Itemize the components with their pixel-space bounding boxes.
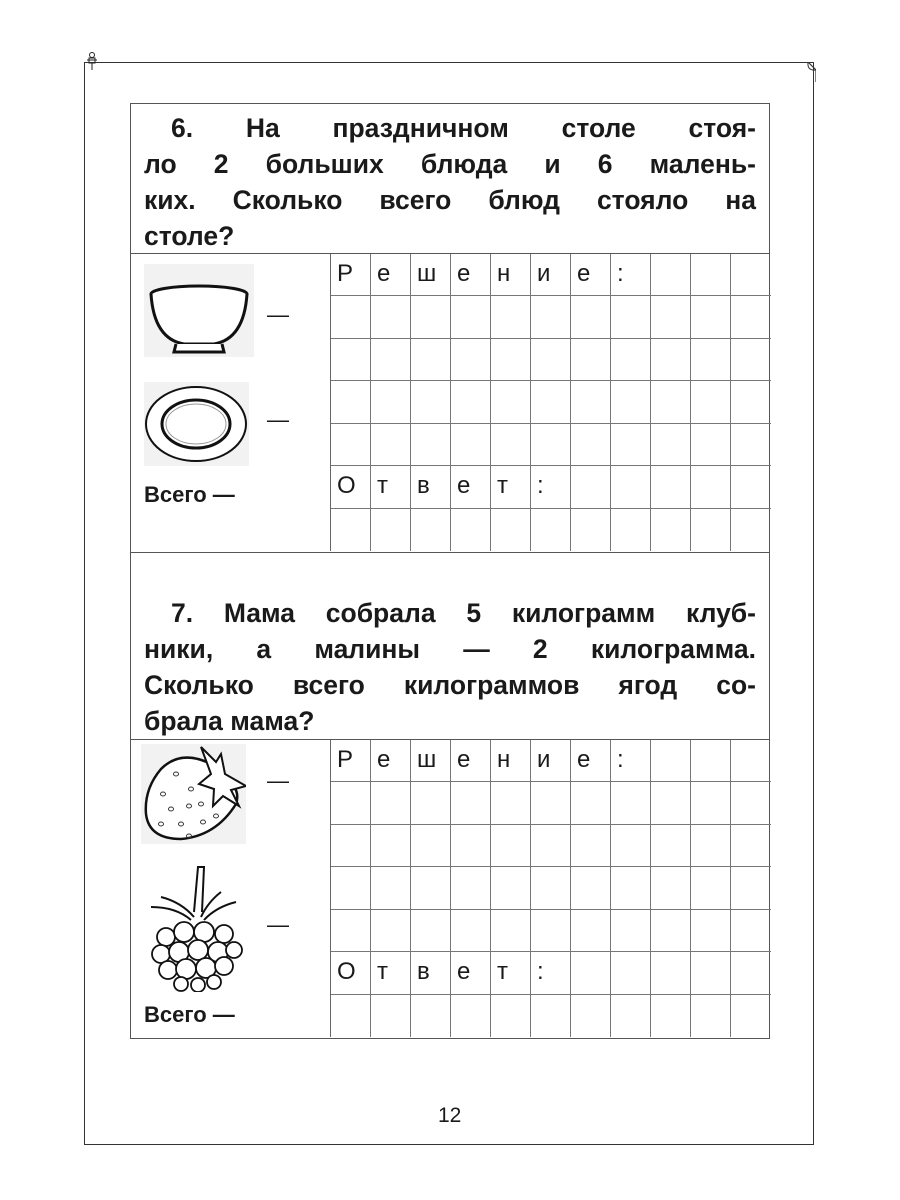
grid-cell[interactable]: е	[371, 254, 411, 296]
grid-cell[interactable]	[651, 466, 691, 508]
folded-corner-icon	[796, 62, 816, 82]
strawberry-icon	[141, 744, 246, 844]
grid-cell[interactable]	[531, 995, 571, 1037]
grid-cell[interactable]: в	[411, 466, 451, 508]
grid-cell[interactable]	[731, 782, 771, 824]
grid-cell[interactable]	[731, 995, 771, 1037]
grid-cell[interactable]	[411, 339, 451, 381]
dash: —	[267, 407, 289, 432]
grid-cell[interactable]	[731, 825, 771, 867]
grid-cell[interactable]	[611, 952, 651, 994]
grid-cell[interactable]	[611, 825, 651, 867]
grid-cell[interactable]	[571, 424, 611, 466]
dash: —	[267, 912, 289, 937]
grid-cell[interactable]	[491, 782, 531, 824]
dash: —	[267, 768, 289, 793]
grid-cell[interactable]	[331, 867, 371, 909]
grid-cell[interactable]	[331, 509, 371, 551]
grid-cell[interactable]	[731, 339, 771, 381]
grid-cell[interactable]	[491, 995, 531, 1037]
grid-cell[interactable]	[691, 254, 731, 296]
grid-cell[interactable]	[731, 296, 771, 338]
grid-cell[interactable]: ш	[411, 254, 451, 296]
grid-cell[interactable]	[651, 995, 691, 1037]
grid-cell[interactable]: :	[611, 740, 651, 782]
grid-cell[interactable]	[611, 509, 651, 551]
plate-icon	[144, 382, 249, 466]
grid-cell[interactable]	[371, 424, 411, 466]
grid-cell[interactable]: е	[451, 466, 491, 508]
grid-cell[interactable]	[571, 466, 611, 508]
grid-cell[interactable]: О	[331, 466, 371, 508]
grid-cell[interactable]	[691, 740, 731, 782]
grid-cell[interactable]	[451, 995, 491, 1037]
grid-cell[interactable]	[491, 509, 531, 551]
grid-cell[interactable]	[691, 509, 731, 551]
problem-line: 7. Мама собрала 5 килограмм клуб-	[171, 598, 756, 628]
grid-cell[interactable]	[611, 339, 651, 381]
grid-cell[interactable]	[731, 424, 771, 466]
grid-cell[interactable]	[371, 910, 411, 952]
total-label: Всего —	[144, 482, 235, 507]
grid-cell[interactable]	[331, 424, 371, 466]
grid-cell[interactable]	[531, 867, 571, 909]
problem-text	[144, 595, 756, 739]
grid-cell[interactable]	[371, 825, 411, 867]
problem-text	[144, 110, 756, 254]
grid-cell[interactable]: О	[331, 952, 371, 994]
grid-cell[interactable]	[451, 424, 491, 466]
grid-cell[interactable]: н	[491, 740, 531, 782]
grid-cell[interactable]	[691, 825, 731, 867]
grid-cell[interactable]	[531, 296, 571, 338]
grid-cell[interactable]: н	[491, 254, 531, 296]
grid-cell[interactable]: и	[531, 740, 571, 782]
grid-cell[interactable]	[611, 381, 651, 423]
grid-cell[interactable]	[451, 381, 491, 423]
grid-cell[interactable]	[651, 254, 691, 296]
problem-6	[130, 103, 770, 553]
grid-cell[interactable]: ш	[411, 740, 451, 782]
solution-grid	[330, 740, 771, 1037]
grid-cell[interactable]	[651, 867, 691, 909]
grid-cell[interactable]: Р	[331, 740, 371, 782]
grid-cell[interactable]	[571, 509, 611, 551]
grid-cell[interactable]	[411, 910, 451, 952]
grid-cell[interactable]	[611, 995, 651, 1037]
grid-cell[interactable]	[691, 782, 731, 824]
problem-line: ких. Сколько всего блюд стояло на	[144, 185, 756, 215]
grid-cell[interactable]	[331, 381, 371, 423]
grid-cell[interactable]	[451, 867, 491, 909]
grid-cell[interactable]	[451, 825, 491, 867]
grid-cell[interactable]	[691, 339, 731, 381]
grid-cell[interactable]	[371, 782, 411, 824]
grid-cell[interactable]	[651, 952, 691, 994]
grid-cell[interactable]	[611, 782, 651, 824]
grid-cell[interactable]	[371, 995, 411, 1037]
grid-cell[interactable]: :	[611, 254, 651, 296]
work-area	[131, 253, 769, 552]
grid-cell[interactable]	[411, 782, 451, 824]
grid-cell[interactable]	[371, 381, 411, 423]
problem-line: ники, а малины — 2 килограмма.	[144, 634, 756, 664]
grid-cell[interactable]	[571, 339, 611, 381]
grid-cell[interactable]	[411, 825, 451, 867]
grid-cell[interactable]	[651, 381, 691, 423]
grid-cell[interactable]	[731, 867, 771, 909]
grid-cell[interactable]: е	[371, 740, 411, 782]
dash: —	[267, 302, 289, 327]
grid-cell[interactable]	[691, 381, 731, 423]
grid-cell[interactable]	[371, 867, 411, 909]
grid-cell[interactable]	[571, 782, 611, 824]
grid-cell[interactable]	[651, 339, 691, 381]
grid-cell[interactable]	[691, 296, 731, 338]
problem-line: ло 2 больших блюда и 6 малень-	[144, 149, 756, 179]
pin-icon	[86, 52, 98, 72]
grid-cell[interactable]	[651, 825, 691, 867]
grid-cell[interactable]	[731, 254, 771, 296]
grid-cell[interactable]	[571, 296, 611, 338]
grid-cell[interactable]	[531, 424, 571, 466]
grid-cell[interactable]	[451, 910, 491, 952]
grid-cell[interactable]	[491, 867, 531, 909]
grid-cell[interactable]	[571, 995, 611, 1037]
grid-cell[interactable]	[331, 825, 371, 867]
grid-cell[interactable]	[531, 910, 571, 952]
grid-cell[interactable]	[651, 424, 691, 466]
grid-cell[interactable]	[611, 296, 651, 338]
grid-cell[interactable]	[731, 381, 771, 423]
grid-cell[interactable]	[411, 424, 451, 466]
grid-cell[interactable]	[651, 782, 691, 824]
grid-cell[interactable]: Р	[331, 254, 371, 296]
grid-cell[interactable]: е	[451, 254, 491, 296]
grid-cell[interactable]	[371, 296, 411, 338]
grid-cell[interactable]: е	[571, 254, 611, 296]
grid-cell[interactable]: е	[451, 952, 491, 994]
grid-cell[interactable]: т	[491, 466, 531, 508]
grid-cell[interactable]	[731, 509, 771, 551]
grid-cell[interactable]	[691, 867, 731, 909]
grid-cell[interactable]	[651, 910, 691, 952]
grid-cell[interactable]	[571, 867, 611, 909]
grid-cell[interactable]: т	[371, 466, 411, 508]
grid-cell[interactable]	[451, 339, 491, 381]
work-area	[131, 739, 769, 1038]
grid-cell[interactable]	[451, 296, 491, 338]
grid-cell[interactable]	[411, 509, 451, 551]
grid-cell[interactable]	[611, 867, 651, 909]
total-label: Всего —	[144, 1002, 235, 1027]
grid-cell[interactable]	[531, 825, 571, 867]
grid-cell[interactable]: :	[531, 466, 571, 508]
grid-cell[interactable]: в	[411, 952, 451, 994]
grid-cell[interactable]	[331, 782, 371, 824]
grid-cell[interactable]	[491, 825, 531, 867]
grid-cell[interactable]: т	[491, 952, 531, 994]
grid-cell[interactable]	[611, 466, 651, 508]
bowl-icon	[144, 264, 254, 357]
grid-cell[interactable]	[691, 424, 731, 466]
problem-line: столе?	[144, 221, 235, 251]
grid-cell[interactable]	[691, 466, 731, 508]
grid-cell[interactable]	[491, 381, 531, 423]
grid-cell[interactable]	[451, 509, 491, 551]
grid-cell[interactable]	[651, 296, 691, 338]
grid-cell[interactable]	[731, 952, 771, 994]
grid-cell[interactable]	[331, 339, 371, 381]
grid-cell[interactable]	[691, 910, 731, 952]
grid-cell[interactable]	[371, 339, 411, 381]
grid-cell[interactable]	[371, 509, 411, 551]
grid-cell[interactable]	[451, 782, 491, 824]
grid-cell[interactable]	[491, 910, 531, 952]
grid-cell[interactable]	[651, 740, 691, 782]
raspberry-icon	[146, 862, 246, 992]
grid-cell[interactable]	[731, 466, 771, 508]
grid-cell[interactable]	[651, 509, 691, 551]
grid-cell[interactable]	[571, 381, 611, 423]
grid-cell[interactable]	[731, 740, 771, 782]
grid-cell[interactable]	[411, 867, 451, 909]
grid-cell[interactable]	[531, 381, 571, 423]
solution-grid	[330, 254, 771, 551]
grid-cell[interactable]	[531, 782, 571, 824]
grid-cell[interactable]	[531, 339, 571, 381]
grid-cell[interactable]	[691, 952, 731, 994]
grid-cell[interactable]	[331, 296, 371, 338]
grid-cell[interactable]	[571, 910, 611, 952]
grid-cell[interactable]	[531, 509, 571, 551]
problem-line: брала мама?	[144, 706, 315, 736]
grid-cell[interactable]	[411, 381, 451, 423]
grid-cell[interactable]	[491, 424, 531, 466]
grid-cell[interactable]: и	[531, 254, 571, 296]
grid-cell[interactable]	[411, 995, 451, 1037]
grid-cell[interactable]	[411, 296, 451, 338]
grid-cell[interactable]	[611, 424, 651, 466]
grid-cell[interactable]	[731, 910, 771, 952]
grid-cell[interactable]	[491, 296, 531, 338]
page-number: 12	[438, 1104, 462, 1127]
grid-cell[interactable]: е	[571, 740, 611, 782]
grid-cell[interactable]	[491, 339, 531, 381]
problem-7	[130, 552, 770, 1039]
grid-cell[interactable]	[691, 995, 731, 1037]
problem-line: Сколько всего килограммов ягод со-	[144, 670, 756, 700]
grid-cell[interactable]	[331, 995, 371, 1037]
problem-line: 6. На праздничном столе стоя-	[171, 113, 756, 143]
grid-cell[interactable]: е	[451, 740, 491, 782]
grid-cell[interactable]: т	[371, 952, 411, 994]
grid-cell[interactable]	[571, 825, 611, 867]
grid-cell[interactable]	[331, 910, 371, 952]
grid-cell[interactable]	[571, 952, 611, 994]
grid-cell[interactable]	[611, 910, 651, 952]
grid-cell[interactable]: :	[531, 952, 571, 994]
